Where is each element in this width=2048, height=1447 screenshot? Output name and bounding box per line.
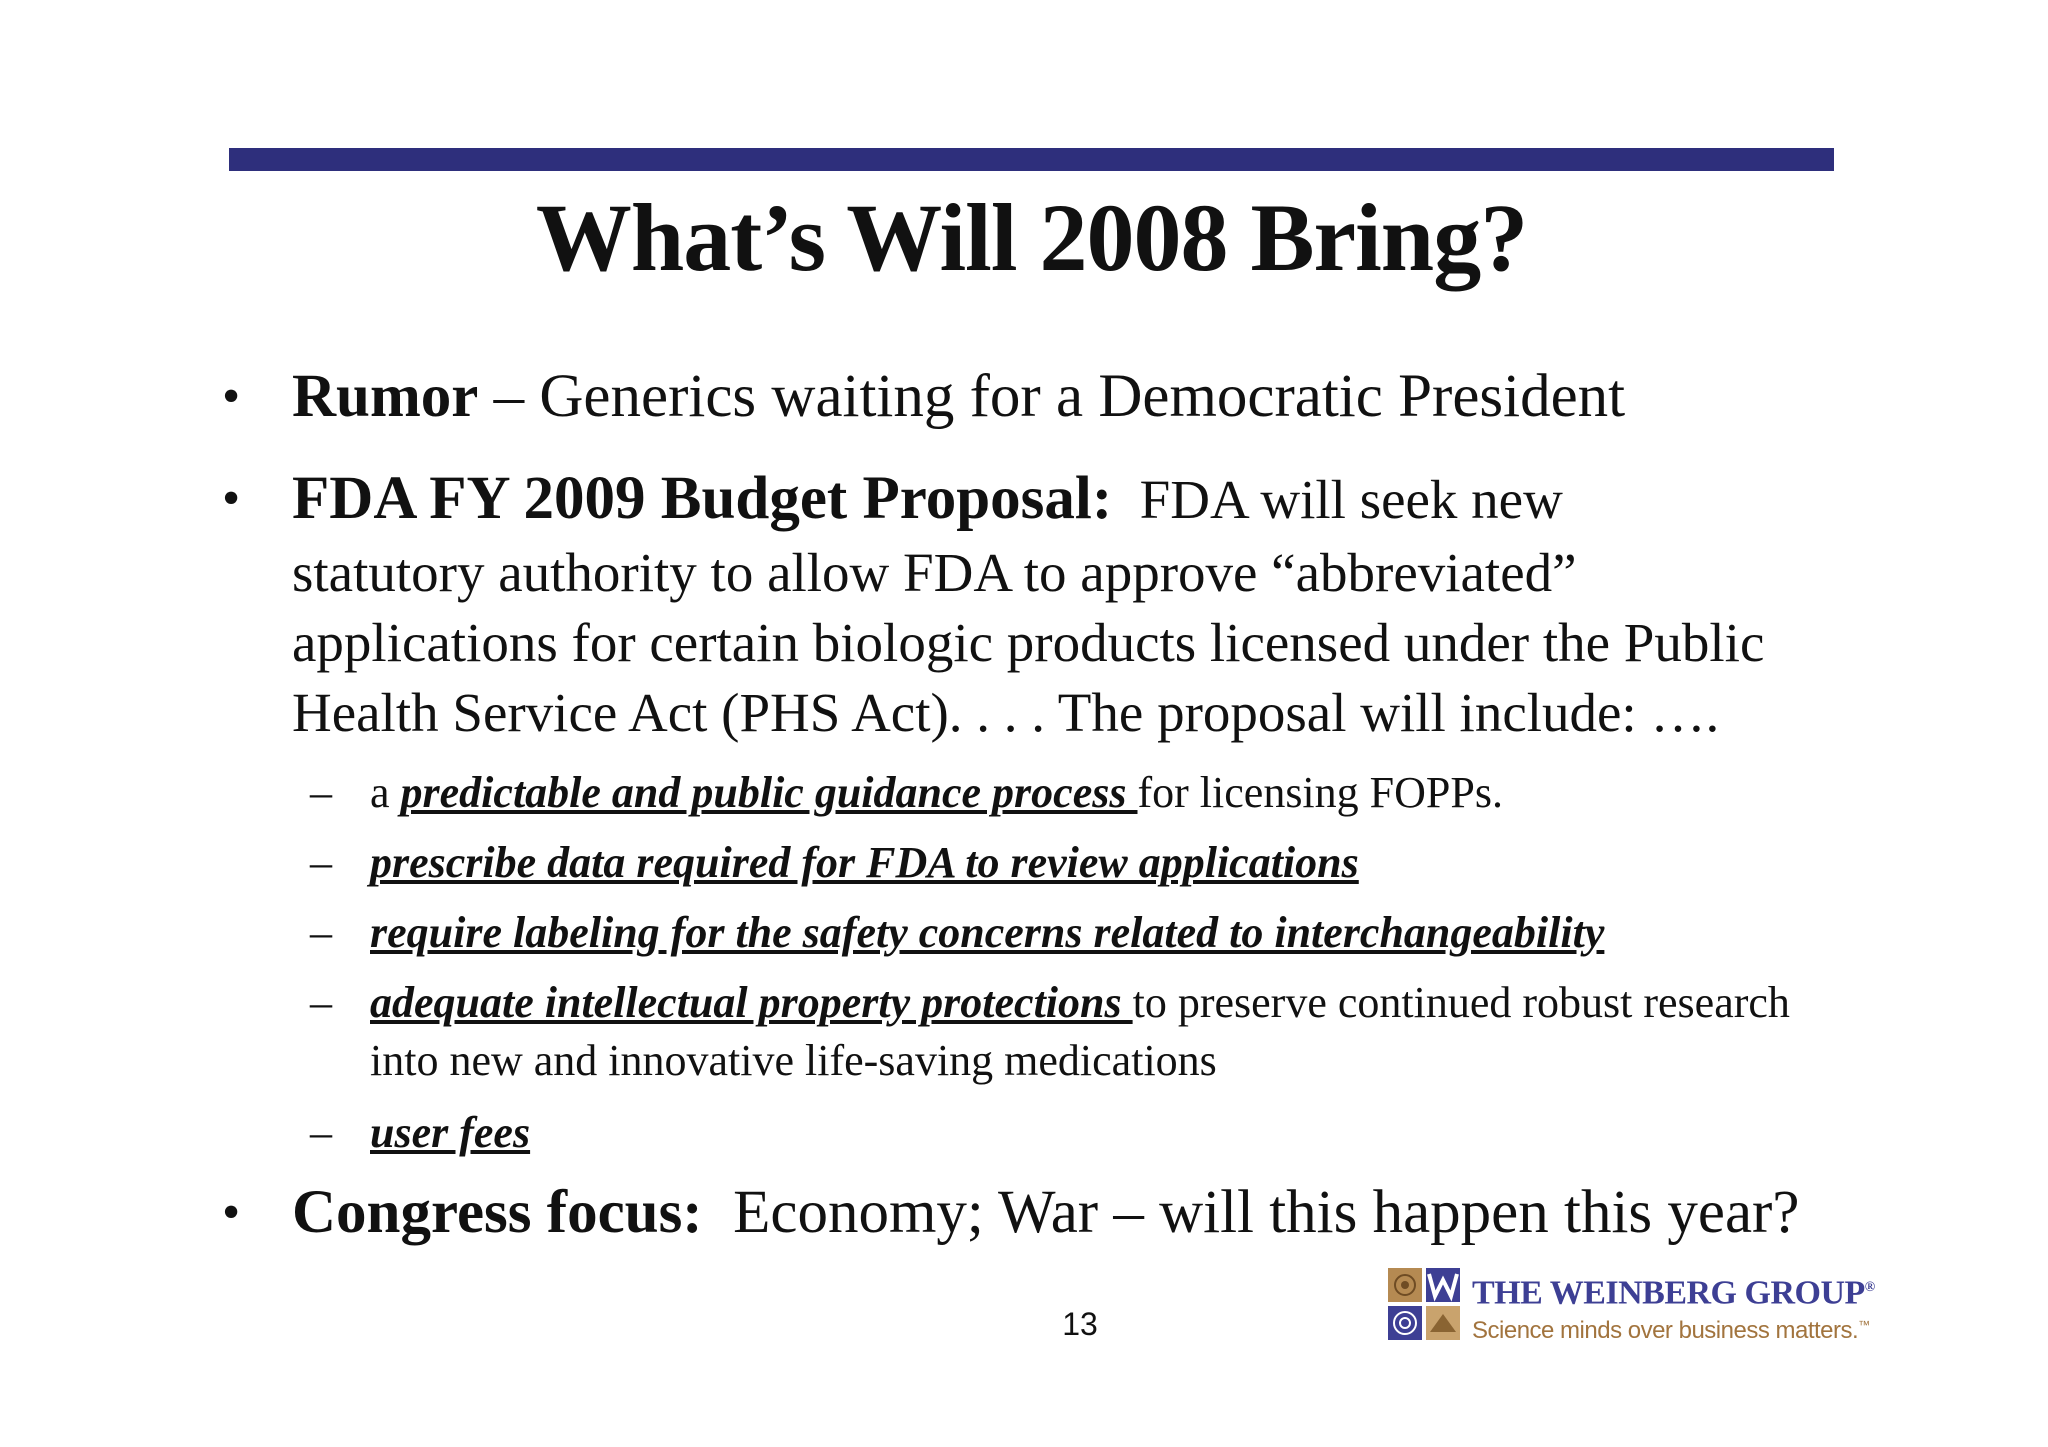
sub-item-text: [370, 1104, 1840, 1162]
title-rule: [229, 148, 1834, 171]
logo-tagline: [1472, 1310, 1870, 1346]
page-number: 13: [1062, 1306, 1098, 1342]
sub-item-emphasis: adequate intellectual property protections: [370, 978, 1133, 1027]
sub-item-dash: –: [310, 908, 332, 957]
weinberg-logo-icon: [1388, 1268, 1460, 1340]
logo-name: [1472, 1268, 1875, 1313]
sub-item-emphasis: require labeling for the safety concerns related to interchangeability: [370, 908, 1605, 957]
logo-tagline-text: Science minds over business matters.: [1472, 1317, 1859, 1344]
bullet-lead: FDA FY 2009 Budget Proposal:: [292, 465, 1113, 532]
sub-item-dash: –: [310, 768, 332, 817]
bullet-marker: •: [222, 470, 241, 527]
company-logo: [1388, 1268, 1875, 1348]
trademark-mark: ™: [1858, 1318, 1870, 1332]
bullet-text: [292, 1178, 1842, 1248]
sub-item-text: [370, 974, 1840, 1090]
bullet-body: – Generics waiting for a Democratic President: [478, 363, 1626, 430]
slide-title: What’s Will 2008 Bring?: [535, 184, 1528, 291]
bullet-budget-body: statutory authority to allow FDA to approve “abbreviated” applications for certain biologic products licensed under the Public Health Service Act (PHS Act). . . . The proposal will include: ….: [292, 542, 1765, 743]
registered-mark: ®: [1864, 1280, 1875, 1295]
logo-name-text: THE WEINBERG GROUP: [1472, 1274, 1865, 1312]
sub-item-emphasis: predictable and public guidance process: [400, 768, 1138, 817]
sub-item-suffix: for licensing FOPPs.: [1137, 768, 1503, 817]
bullet-lead: Rumor: [292, 363, 479, 430]
sub-item-emphasis: user fees: [370, 1108, 531, 1157]
bullet-lead: Congress focus:: [292, 1179, 703, 1246]
sub-item-dash: –: [310, 978, 332, 1027]
bullet-text: [292, 464, 1842, 535]
bullet-text: [292, 362, 1842, 432]
sub-item-text: [370, 764, 1840, 822]
bullet-body: Economy; War – will this happen this year?: [702, 1179, 1800, 1246]
bullet-body-first-line: FDA will seek new: [1112, 469, 1563, 530]
bullet-marker: •: [222, 368, 241, 425]
sub-item-suffix: to preserve continued robust research into new and innovative life-saving medications: [370, 978, 1790, 1085]
sub-item-dash: –: [310, 838, 332, 887]
sub-item-text: [370, 834, 1840, 892]
sub-item-text: [370, 904, 1840, 962]
sub-item-emphasis: prescribe data required for FDA to review applications: [370, 838, 1359, 887]
sub-item-dash: –: [310, 1108, 332, 1157]
sub-item-prefix: a: [370, 768, 401, 817]
bullet-marker: •: [222, 1184, 241, 1241]
